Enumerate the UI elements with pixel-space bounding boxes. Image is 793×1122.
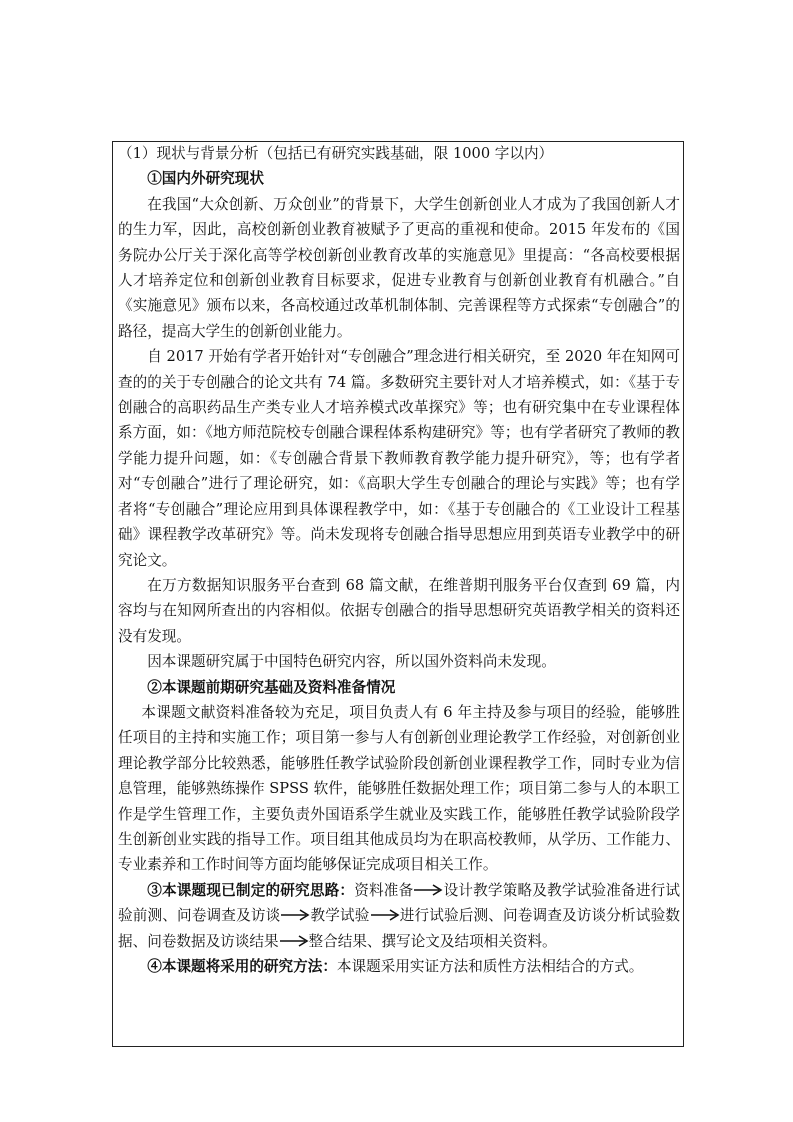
flow-step-6: 整合结果、撰写论文及结项相关资料。: [308, 932, 557, 950]
arrow-right-icon: [280, 908, 310, 922]
flow-step-3: 进行试验前测、问卷调查及访谈: [118, 881, 680, 925]
heading-approach: ③本课题现已制定的研究思路：: [147, 881, 355, 899]
heading-research-status: ①国内外研究现状: [147, 170, 264, 188]
heading-methods: ④本课题将采用的研究方法：: [147, 958, 337, 975]
paragraph-literature: 自 2017 开始有学者开始针对“专创融合”理念进行相关研究，至 2020 年在知网可查的的关于专创融合的论文共有 74 篇。多数研究主要针对人才培养模式，如：《基于专创融合的高职药品生产类专业人才培养模式改革探究》等；也有研究集中在专业课程体系方面，如：《地方师范院校专创融合课程体系构建研究》等；也有学者研究了教师的教学能力提升问题，如：《专创融合背景下教师教育教学能力提升研究》，等；也有学者对“专创融合”进行了理论研究，如：《高职大学生专创融合的理论与实践》等；也有学者将“专创融合”理论应用到具体课程教学中，如：《基于专创融合的《工业设计工程基础》课程教学改革研究》等。尚未发现将专创融合指导思想应用到英语专业教学中的研究论文。: [118, 348, 680, 569]
heading-foundation: ②本课题前期研究基础及资料准备情况: [147, 678, 396, 696]
arrow-right-icon: [370, 908, 400, 922]
flow-step-1: 资料准备: [354, 881, 414, 899]
paragraph-methods: [118, 954, 680, 979]
flow-step-4: 教学试验: [310, 907, 370, 925]
section-title: （1）现状与背景分析（包括已有研究实践基础，限 1000 字以内）: [118, 145, 554, 162]
paragraph-databases: 在万方数据知识服务平台查到 68 篇文献，在维普期刊服务平台仅查到 69 篇，内容均与在知网所查出的内容相似。依据专创融合的指导思想研究英语教学相关的资料还没有发现。: [118, 576, 680, 645]
paragraph-foreign: 因本课题研究属于中国特色研究内容，所以国外资料尚未发现。: [147, 653, 556, 671]
paragraph-background: 在我国“大众创新、万众创业”的背景下，大学生创新创业人才成为了我国创新人才的生力军，因此，高校创新创业教育被赋予了更高的重视和使命。2015 年发布的《国务院办公厅关于深化高等学校创新创业教育改革的实施意见》里提高：“各高校要根据人才培养定位和创新创业教育目标要求，促进专业教育与创新创业教育有机融合。”自《实施意见》颁布以来，各高校通过改革机制体制、完善课程等方式探索“专创融合”的路径，提高大学生的创新创业能力。: [118, 195, 680, 340]
arrow-right-icon: [279, 934, 309, 948]
paragraph-research-approach: [118, 878, 680, 954]
methods-text: 本课题采用实证方法和质性方法相结合的方式。: [336, 958, 644, 975]
flow-step-2: 设计教学策略及教学试验准备: [443, 881, 636, 899]
arrow-right-icon: [413, 883, 443, 897]
document-body: [118, 141, 680, 979]
flow-step-5: 进行试验后测、问卷调查及访谈分析试验数据、问卷数据及访谈结果: [118, 907, 680, 950]
paragraph-foundation: 本课题文献资料准备较为充足，项目负责人有 6 年主持及参与项目的经验，能够胜任项目的主持和实施工作；项目第一参与人有创新创业理论教学工作经验，对创新创业理论教学部分比较熟悉，能够胜任教学试验阶段创新创业课程教学工作，同时专业为信息管理，能够熟练操作 SPSS 软件，能够胜任数据处理工作；项目第二参与人的本职工作是学生管理工作，主要负责外国语系学生就业及实践工作，能够胜任教学试验阶段学生创新创业实践的指导工作。项目组其他成员均为在职高校教师，从学历、工作能力、专业素养和工作时间等方面均能够保证完成项目相关工作。: [118, 703, 680, 874]
